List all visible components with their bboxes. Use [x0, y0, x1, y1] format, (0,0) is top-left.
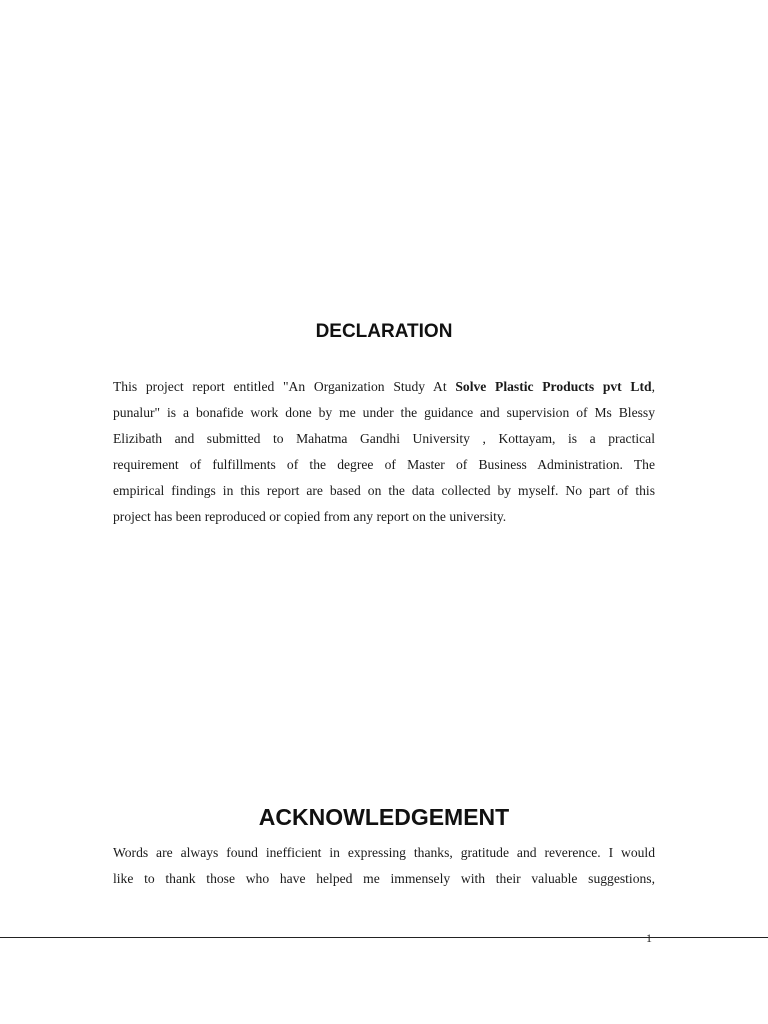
declaration-line: Elizibath and submitted to Mahatma Gandhi University , Kottayam, is a practical: [113, 431, 655, 446]
declaration-line: punalur" is a bonafide work done by me under the guidance and supervision of Ms Blessy: [113, 405, 655, 420]
acknowledgement-line: Words are always found inefficient in expressing thanks, gratitude and reverence. I would: [113, 845, 655, 860]
footer-divider: [0, 937, 768, 938]
acknowledgement-paragraph: [113, 840, 655, 892]
declaration-line-text: ,: [651, 379, 655, 394]
declaration-line-text: This project report entitled "An Organization Study At: [113, 379, 456, 394]
declaration-heading: DECLARATION: [315, 321, 453, 342]
declaration-line: requirement of fulfillments of the degree of Master of Business Administration. The: [113, 457, 655, 472]
company-name: Solve Plastic Products pvt Ltd: [455, 379, 652, 394]
acknowledgement-heading: ACKNOWLEDGEMENT: [258, 804, 510, 830]
declaration-line: empirical findings in this report are based on the data collected by myself. No part of this: [113, 483, 655, 498]
declaration-line: [113, 374, 655, 400]
declaration-line: project has been reproduced or copied from any report on the university.: [113, 509, 507, 524]
acknowledgement-line: like to thank those who have helped me immensely with their valuable suggestions,: [113, 871, 655, 886]
page-number: 1: [646, 931, 652, 945]
declaration-paragraph: [113, 374, 655, 530]
